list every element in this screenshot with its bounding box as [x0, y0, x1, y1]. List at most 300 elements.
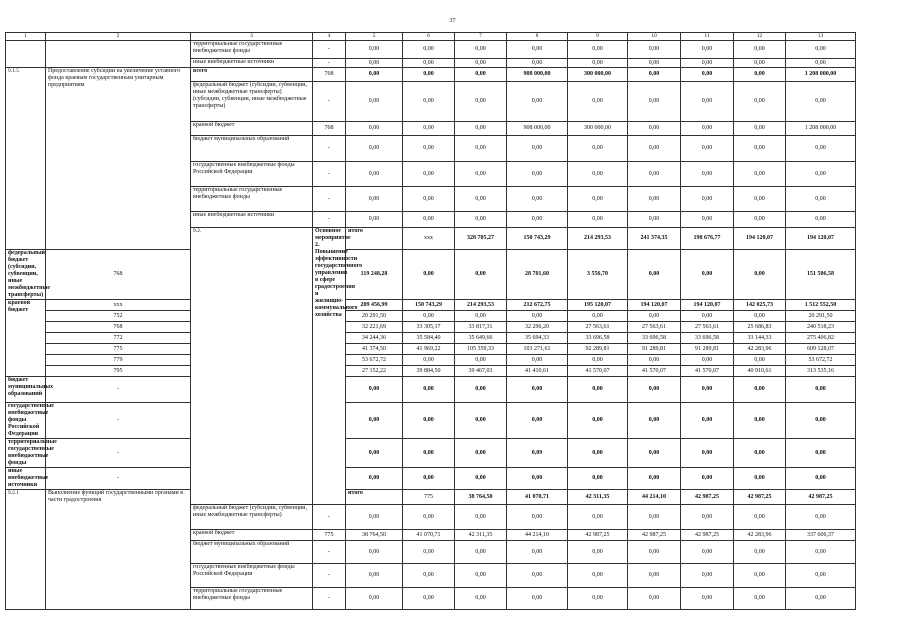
code-cell: -	[313, 505, 346, 530]
amount-cell: 42 987,25	[568, 530, 628, 541]
amount-cell: 0,00	[455, 162, 507, 187]
funding-source-cell: бюджет муниципальных образований	[191, 136, 313, 162]
amount-cell: 0,00	[628, 377, 681, 403]
amount-cell: 0,00	[734, 541, 786, 564]
amount-cell: 0,00	[681, 439, 734, 468]
amount-cell: 194 120,07	[628, 300, 681, 311]
code-cell: 752	[46, 311, 191, 322]
amount-cell: 0,09	[507, 439, 568, 468]
amount-cell: 0,00	[403, 311, 455, 322]
amount-cell: 27 152,22	[346, 366, 403, 377]
amount-cell: 0,00	[786, 588, 856, 610]
funding-source-cell: федеральный бюджет (субсидии, субвенции, иные межбюджетные трансферты) (субсидии, субвенции, иные межбюджетные трансферты)	[191, 82, 313, 122]
code-cell: -	[313, 59, 346, 68]
amount-cell: 0,00	[507, 82, 568, 122]
amount-cell: 41 570,07	[681, 366, 734, 377]
amount-cell: 0,00	[346, 122, 403, 136]
table-row	[6, 490, 856, 505]
code-cell: 768	[313, 122, 346, 136]
amount-cell: 0,00	[403, 403, 455, 439]
amount-cell: 0,00	[681, 41, 734, 59]
amount-cell: 0,00	[681, 136, 734, 162]
funding-source-cell: краевой бюджет	[191, 530, 313, 541]
amount-cell: 0,00	[681, 250, 734, 300]
amount-cell: 194 120,07	[681, 300, 734, 311]
table-row	[6, 377, 856, 403]
amount-cell: 0,00	[507, 311, 568, 322]
amount-cell: 0,00	[346, 82, 403, 122]
amount-cell: 42 987,25	[681, 530, 734, 541]
amount-cell: 27 563,61	[628, 322, 681, 333]
column-number-header: 3	[191, 33, 313, 41]
amount-cell: 0,00	[568, 403, 628, 439]
amount-cell: 0,00	[786, 212, 856, 228]
funding-source-cell: иные внебюджетные источники	[191, 59, 313, 68]
amount-cell: 0,00	[507, 403, 568, 439]
amount-cell: 28 701,60	[507, 250, 568, 300]
amount-cell: 0,00	[346, 505, 403, 530]
amount-cell: 0,00	[455, 41, 507, 59]
amount-cell: 0,00	[568, 439, 628, 468]
amount-cell: 0,00	[403, 187, 455, 212]
amount-cell: 0,00	[403, 41, 455, 59]
amount-cell: 0,00	[403, 68, 455, 82]
amount-cell: 0,00	[403, 355, 455, 366]
amount-cell: 0,00	[568, 468, 628, 490]
amount-cell: 337 606,37	[786, 530, 856, 541]
amount-cell: 0,00	[455, 564, 507, 588]
amount-cell: 0,00	[455, 439, 507, 468]
amount-cell: 42 311,35	[455, 530, 507, 541]
amount-cell: 91 289,81	[681, 344, 734, 355]
amount-cell: 0,00	[455, 136, 507, 162]
amount-cell: 0,00	[628, 564, 681, 588]
amount-cell: 0,00	[568, 541, 628, 564]
amount-cell: 0,00	[734, 136, 786, 162]
amount-cell: 0,00	[568, 505, 628, 530]
amount-cell: 0,00	[568, 82, 628, 122]
amount-cell: 0,00	[734, 311, 786, 322]
amount-cell: 0,00	[568, 41, 628, 59]
amount-cell: 151 506,58	[786, 250, 856, 300]
column-number-header: 7	[455, 33, 507, 41]
amount-cell: 41 374,50	[346, 344, 403, 355]
amount-cell: 0,00	[734, 122, 786, 136]
amount-cell: 0,00	[455, 68, 507, 82]
amount-cell: 41 070,71	[403, 530, 455, 541]
amount-cell: 53 672,72	[346, 355, 403, 366]
code-cell: -	[313, 541, 346, 564]
amount-cell: 0,00	[455, 403, 507, 439]
amount-cell: 39 467,03	[455, 366, 507, 377]
amount-cell: 0,00	[786, 541, 856, 564]
amount-cell: 0,00	[734, 162, 786, 187]
amount-cell: 53 672,72	[786, 355, 856, 366]
amount-cell: 0,00	[568, 212, 628, 228]
amount-cell: 0,00	[681, 59, 734, 68]
amount-cell: 0,00	[734, 403, 786, 439]
amount-cell: 20 291,50	[346, 311, 403, 322]
amount-cell: 0,00	[734, 468, 786, 490]
code-cell: -	[313, 41, 346, 59]
amount-cell: 0,00	[628, 541, 681, 564]
amount-cell: 0,00	[786, 468, 856, 490]
amount-cell: 0,00	[681, 403, 734, 439]
amount-cell: 0,00	[403, 588, 455, 610]
amount-cell: 0,00	[455, 82, 507, 122]
amount-cell: 241 374,35	[628, 228, 681, 250]
amount-cell: 0,00	[681, 505, 734, 530]
amount-cell: 0,00	[786, 59, 856, 68]
table-row	[6, 41, 856, 59]
amount-cell: 0,00	[346, 187, 403, 212]
amount-cell: 42 987,25	[628, 530, 681, 541]
amount-cell: 0,00	[786, 82, 856, 122]
column-number-header: 4	[313, 33, 346, 41]
amount-cell: 0,00	[568, 588, 628, 610]
amount-cell: 41 410,61	[507, 366, 568, 377]
column-number-header: 12	[734, 33, 786, 41]
amount-cell: 0,00	[455, 122, 507, 136]
funding-source-cell: территориальные государственные внебюджетные фонды	[6, 439, 46, 468]
row-number-cell: 9.2.	[191, 228, 313, 505]
table-row	[6, 322, 856, 333]
amount-cell: 0,00	[628, 136, 681, 162]
amount-cell: 0,00	[568, 564, 628, 588]
code-cell: 768	[46, 322, 191, 333]
activity-name-cell: Предоставление субсидии на увеличение уставного фонда краевым государственным унитарным предприятиям	[46, 68, 191, 250]
amount-cell: 42 283,96	[734, 530, 786, 541]
column-number-header: 1	[6, 33, 46, 41]
amount-cell: 0,00	[734, 82, 786, 122]
column-number-header: 8	[507, 33, 568, 41]
amount-cell: 91 289,81	[628, 344, 681, 355]
amount-cell: 0,00	[568, 377, 628, 403]
amount-cell: 0,00	[734, 68, 786, 82]
row-number-cell: 9.1.5	[6, 68, 46, 250]
amount-cell: 300 000,00	[568, 122, 628, 136]
amount-cell: 0,00	[628, 59, 681, 68]
amount-cell: 0,00	[346, 564, 403, 588]
amount-cell: 0,00	[681, 468, 734, 490]
table-body	[6, 33, 856, 610]
amount-cell: 0,00	[786, 377, 856, 403]
amount-cell: 0,00	[734, 439, 786, 468]
table-row	[6, 439, 856, 468]
amount-cell: 0,00	[628, 187, 681, 212]
amount-cell: 33 696,58	[681, 333, 734, 344]
amount-cell: 0,00	[507, 136, 568, 162]
row-number-cell	[6, 41, 46, 68]
amount-cell: 0,00	[507, 541, 568, 564]
amount-cell: 41 570,07	[628, 366, 681, 377]
amount-cell: 0,00	[628, 82, 681, 122]
amount-cell: 0,00	[403, 250, 455, 300]
amount-cell: 1 208 000,00	[786, 68, 856, 82]
amount-cell: 0,00	[628, 162, 681, 187]
amount-cell: 0,00	[681, 377, 734, 403]
amount-cell: 0,00	[568, 59, 628, 68]
amount-cell: 0,00	[455, 311, 507, 322]
amount-cell: 150 743,29	[403, 300, 455, 311]
amount-cell: 0,00	[507, 212, 568, 228]
amount-cell: 0,00	[568, 355, 628, 366]
amount-cell: 214 293,53	[455, 300, 507, 311]
activity-name-cell: Выполнение функций государственными органами в части градостроения	[46, 490, 191, 610]
amount-cell: 0,00	[628, 505, 681, 530]
amount-cell: 0,00	[346, 439, 403, 468]
amount-cell: 1 512 552,50	[786, 300, 856, 311]
amount-cell: 0,00	[455, 187, 507, 212]
amount-cell: 35 649,66	[455, 333, 507, 344]
amount-cell: 0,00	[568, 187, 628, 212]
amount-cell: 275 406,82	[786, 333, 856, 344]
amount-cell: 0,00	[786, 162, 856, 187]
amount-cell: 908 000,00	[507, 122, 568, 136]
table-row	[6, 250, 856, 300]
budget-table	[5, 32, 856, 610]
code-cell: -	[46, 468, 191, 490]
amount-cell: 0,00	[346, 377, 403, 403]
amount-cell: 0,00	[455, 212, 507, 228]
amount-cell: 0,00	[346, 162, 403, 187]
funding-source-cell: бюджет муниципальных образований	[6, 377, 46, 403]
amount-cell: 25 686,83	[734, 322, 786, 333]
amount-cell: 42 311,35	[568, 490, 628, 505]
code-cell: -	[313, 187, 346, 212]
funding-source-cell: итого	[346, 490, 403, 505]
amount-cell: 0,00	[681, 541, 734, 564]
amount-cell: 0,00	[681, 564, 734, 588]
amount-cell: 0,00	[455, 541, 507, 564]
amount-cell: 38 764,50	[346, 530, 403, 541]
amount-cell: 42 987,25	[681, 490, 734, 505]
amount-cell: 33 305,17	[403, 322, 455, 333]
amount-cell: 0,00	[403, 439, 455, 468]
table-row	[6, 311, 856, 322]
amount-cell: 0,00	[507, 162, 568, 187]
amount-cell: 33 144,33	[734, 333, 786, 344]
amount-cell: 0,00	[628, 41, 681, 59]
amount-cell: 0,00	[346, 59, 403, 68]
amount-cell: 908 000,00	[507, 68, 568, 82]
amount-cell: 27 563,61	[568, 322, 628, 333]
amount-cell: 142 025,73	[734, 300, 786, 311]
amount-cell: 0,00	[346, 588, 403, 610]
amount-cell: 0,00	[628, 212, 681, 228]
amount-cell: 0,00	[507, 468, 568, 490]
amount-cell: 0,00	[455, 588, 507, 610]
code-cell: -	[46, 439, 191, 468]
column-number-header: 10	[628, 33, 681, 41]
code-cell: 775	[313, 530, 346, 541]
amount-cell: 0,00	[403, 82, 455, 122]
amount-cell: 0,00	[507, 505, 568, 530]
table-row	[6, 468, 856, 490]
code-cell: ххх	[403, 228, 455, 250]
funding-source-cell: иные внебюджетные источники	[191, 212, 313, 228]
amount-cell: 0,00	[681, 187, 734, 212]
funding-source-cell: бюджет муниципальных образований	[191, 541, 313, 564]
amount-cell: 35 584,40	[403, 333, 455, 344]
amount-cell: 42 987,25	[786, 490, 856, 505]
amount-cell: 0,00	[455, 377, 507, 403]
amount-cell: 0,00	[734, 250, 786, 300]
amount-cell: 0,00	[568, 311, 628, 322]
amount-cell: 32 221,69	[346, 322, 403, 333]
amount-cell: 44 214,10	[628, 490, 681, 505]
amount-cell: 0,00	[403, 59, 455, 68]
amount-cell: 0,00	[786, 41, 856, 59]
table-row	[6, 333, 856, 344]
table-row	[6, 344, 856, 355]
amount-cell: 0,00	[455, 468, 507, 490]
amount-cell: 92 289,81	[568, 344, 628, 355]
code-cell: 772	[46, 333, 191, 344]
amount-cell: 34 244,36	[346, 333, 403, 344]
amount-cell: 33 817,31	[455, 322, 507, 333]
code-cell: 775	[403, 490, 455, 505]
column-number-header-row	[6, 33, 856, 41]
funding-source-cell: государственные внебюджетные фонды Российской Федерации	[6, 403, 46, 439]
amount-cell: 0,00	[734, 212, 786, 228]
funding-source-cell: федеральный бюджет (субсидии, субвенции, иные межбюджетные трансферты)	[191, 505, 313, 530]
amount-cell: 0,00	[786, 439, 856, 468]
code-cell: -	[313, 588, 346, 610]
amount-cell: 0,00	[786, 403, 856, 439]
amount-cell: 119 248,28	[346, 250, 403, 300]
amount-cell: 0,00	[568, 136, 628, 162]
amount-cell: 0,00	[734, 505, 786, 530]
page-number: 37	[449, 18, 456, 24]
amount-cell: 0,00	[681, 122, 734, 136]
amount-cell: 0,00	[628, 355, 681, 366]
amount-cell: 0,00	[346, 41, 403, 59]
column-number-header: 6	[403, 33, 455, 41]
funding-source-cell: краевой бюджет	[191, 122, 313, 136]
amount-cell: 0,00	[786, 564, 856, 588]
amount-cell: 41 570,07	[568, 366, 628, 377]
amount-cell: 0,00	[734, 355, 786, 366]
amount-cell: 0,00	[681, 355, 734, 366]
amount-cell: 313 535,16	[786, 366, 856, 377]
amount-cell: 214 293,53	[568, 228, 628, 250]
code-cell: -	[313, 136, 346, 162]
funding-source-cell: краевой бюджет	[6, 300, 46, 377]
amount-cell: 0,00	[681, 588, 734, 610]
column-number-header: 11	[681, 33, 734, 41]
funding-source-cell: итого	[346, 228, 403, 250]
funding-source-cell: территориальные государственные внебюджетные фонды	[191, 41, 313, 59]
amount-cell: 0,00	[507, 59, 568, 68]
amount-cell: 103 271,61	[507, 344, 568, 355]
amount-cell: 0,00	[346, 68, 403, 82]
amount-cell: 0,00	[734, 59, 786, 68]
amount-cell: 0,00	[403, 162, 455, 187]
column-number-header: 9	[568, 33, 628, 41]
amount-cell: 0,00	[403, 564, 455, 588]
code-cell: -	[313, 162, 346, 187]
amount-cell: 0,00	[734, 564, 786, 588]
code-cell: 768	[46, 250, 191, 300]
amount-cell: 0,00	[507, 588, 568, 610]
amount-cell: 198 676,77	[681, 228, 734, 250]
funding-source-cell: территориальные государственные внебюджетные фонды	[191, 588, 313, 610]
amount-cell: 209 456,99	[346, 300, 403, 311]
amount-cell: 0,00	[628, 68, 681, 82]
amount-cell: 300 000,00	[568, 68, 628, 82]
amount-cell: 0,00	[403, 122, 455, 136]
code-cell: 795	[46, 366, 191, 377]
amount-cell: 0,00	[786, 505, 856, 530]
amount-cell: 0,00	[507, 187, 568, 212]
amount-cell: 39 884,50	[403, 366, 455, 377]
amount-cell: 0,00	[628, 439, 681, 468]
amount-cell: 0,00	[628, 122, 681, 136]
amount-cell: 0,00	[455, 250, 507, 300]
amount-cell: 0,00	[786, 187, 856, 212]
amount-cell: 0,00	[455, 355, 507, 366]
amount-cell: 194 120,07	[734, 228, 786, 250]
amount-cell: 0,00	[681, 68, 734, 82]
table-row	[6, 403, 856, 439]
amount-cell: 0,00	[628, 588, 681, 610]
code-cell: 775	[46, 344, 191, 355]
table-row	[6, 355, 856, 366]
funding-source-cell: иные внебюджетные источники	[6, 468, 46, 490]
amount-cell: 0,00	[628, 311, 681, 322]
amount-cell: 33 696,58	[568, 333, 628, 344]
code-cell: -	[313, 564, 346, 588]
code-cell: -	[313, 212, 346, 228]
funding-source-cell: государственные внебюджетные фонды Российской Федерации	[191, 564, 313, 588]
amount-cell: 38 764,50	[455, 490, 507, 505]
activity-name-cell	[46, 41, 191, 68]
amount-cell: 27 563,61	[681, 322, 734, 333]
table-row	[6, 366, 856, 377]
amount-cell: 328 705,27	[455, 228, 507, 250]
amount-cell: 0,00	[734, 377, 786, 403]
amount-cell: 0,00	[681, 212, 734, 228]
funding-source-cell: территориальные государственные внебюджетные фонды	[191, 187, 313, 212]
funding-source-cell: федеральный бюджет (субсидии, субвенции, иные межбюджетные трансферты)	[6, 250, 46, 300]
column-number-header: 13	[786, 33, 856, 41]
amount-cell: 0,00	[628, 403, 681, 439]
amount-cell: 0,00	[403, 377, 455, 403]
funding-source-cell: государственные внебюджетные фонды Российской Федерации	[191, 162, 313, 187]
amount-cell: 0,00	[403, 136, 455, 162]
amount-cell: 0,00	[403, 541, 455, 564]
code-cell: 779	[46, 355, 191, 366]
amount-cell: 0,00	[455, 505, 507, 530]
amount-cell: 44 214,10	[507, 530, 568, 541]
amount-cell: 20 291,50	[786, 311, 856, 322]
row-number-cell: 9.2.1	[6, 490, 46, 610]
column-number-header: 2	[46, 33, 191, 41]
amount-cell: 0,00	[346, 212, 403, 228]
amount-cell: 0,00	[403, 468, 455, 490]
amount-cell: 240 518,23	[786, 322, 856, 333]
amount-cell: 0,00	[681, 82, 734, 122]
amount-cell: 0,00	[734, 187, 786, 212]
table-row	[6, 300, 856, 311]
amount-cell: 33 696,58	[628, 333, 681, 344]
amount-cell: 0,00	[786, 136, 856, 162]
amount-cell: 42 987,25	[734, 490, 786, 505]
amount-cell: 0,00	[507, 564, 568, 588]
amount-cell: 40 910,61	[734, 366, 786, 377]
amount-cell: 0,00	[507, 355, 568, 366]
